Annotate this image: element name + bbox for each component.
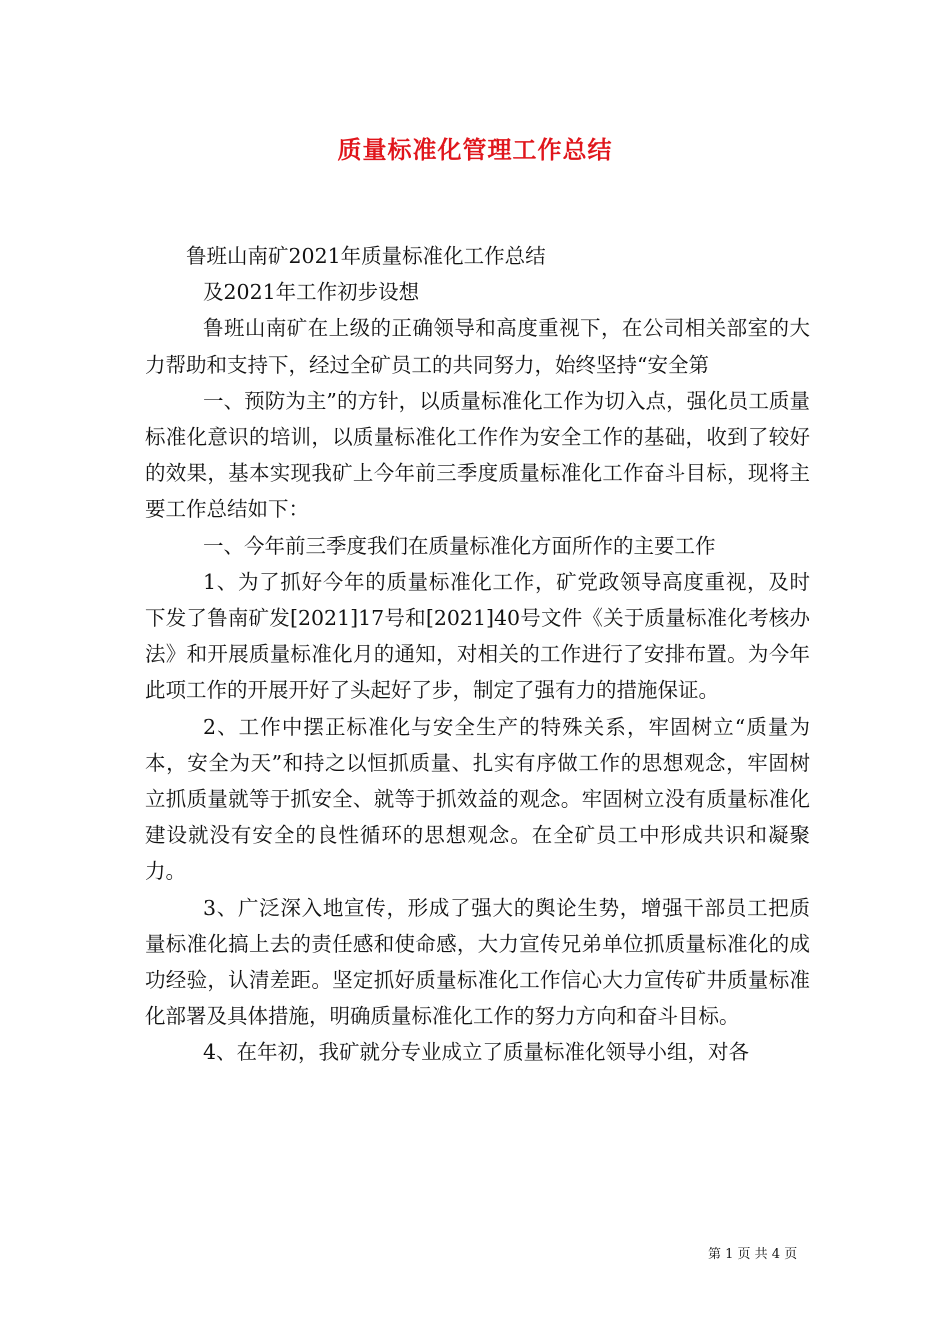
paragraph: 鲁班山南矿2021年质量标准化工作总结 — [186, 244, 546, 268]
paragraph: 3、广泛深入地宣传，形成了强大的舆论生势，增强干部员工把质量标准化搞上去的责任感和使命感，大力宣传兄弟单位抓质量标准化的成功经验，认清差距。坚定抓好质量标准化工作信心大力宣传矿井质量标准化部署及具体措施，明确质量标准化工作的努力方向和奋斗目标。 — [145, 895, 810, 1029]
paragraph: 一、预防为主”的方针，以质量标准化工作为切入点，强化员工质量标准化意识的培训，以质量标准化工作作为安全工作的基础，收到了较好的效果，基本实现我矿上今年前三季度质量标准化工作奋斗目标，现将主要工作总结如下： — [145, 388, 810, 522]
paragraph: 4、在年初，我矿就分专业成立了质量标准化领导小组，对各 — [203, 1040, 750, 1065]
paragraph: 及2021年工作初步设想 — [203, 280, 420, 305]
paragraph: 鲁班山南矿在上级的正确领导和高度重视下，在公司相关部室的大力帮助和支持下，经过全矿员工的共同努力，始终坚持“安全第 — [145, 316, 810, 377]
paragraph: 1、为了抓好今年的质量标准化工作，矿党政领导高度重视，及时下发了鲁南矿发[2021]17号和[2021]40号文件《关于质量标准化考核办法》和开展质量标准化月的通知，对相关的工作进行了安排布置。为今年此项工作的开展开好了头起好了步，制定了强有力的措施保证。 — [145, 569, 810, 703]
paragraph: 2、工作中摆正标准化与安全生产的特殊关系，牢固树立“质量为本，安全为天”和持之以恒抓质量、扎实有序做工作的思想观念，牢固树立抓质量就等于抓安全、就等于抓效益的观念。牢固树立没有质量标准化建设就没有安全的良性循环的思想观念。在全矿员工中形成共识和凝聚力。 — [145, 714, 810, 884]
document-body — [145, 238, 810, 1071]
page-number: 第 1 页 共 4 页 — [708, 1247, 798, 1262]
document-title: 质量标准化管理工作总结 — [337, 135, 613, 164]
paragraph: 一、今年前三季度我们在质量标准化方面所作的主要工作 — [203, 533, 716, 558]
